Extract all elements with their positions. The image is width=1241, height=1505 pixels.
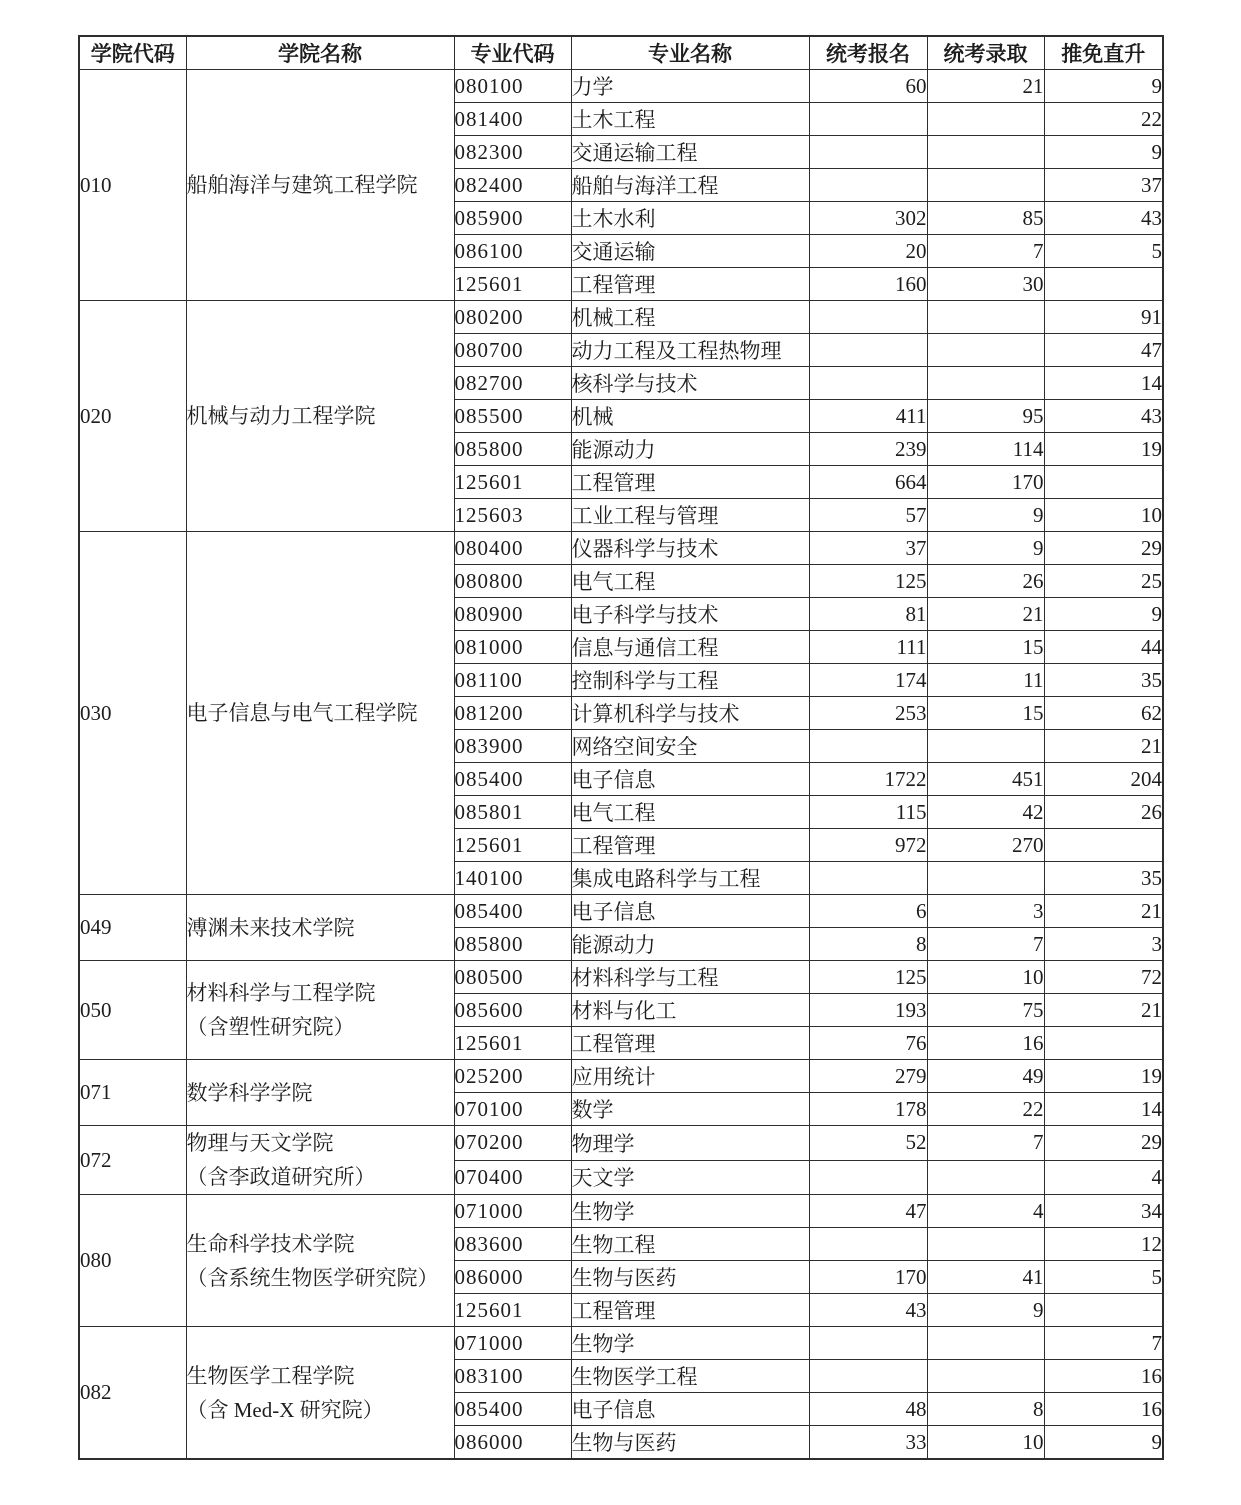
admitted-count-cell: 30 bbox=[927, 268, 1044, 301]
table-row bbox=[79, 961, 1163, 994]
applied-count-cell bbox=[809, 862, 927, 895]
admitted-count-cell: 49 bbox=[927, 1060, 1044, 1093]
major-code-cell: 081200 bbox=[454, 697, 571, 730]
college-name-cell bbox=[186, 895, 454, 961]
admitted-count-cell: 270 bbox=[927, 829, 1044, 862]
admitted-count-cell: 451 bbox=[927, 763, 1044, 796]
applied-count-cell bbox=[809, 730, 927, 763]
major-name-cell: 生物学 bbox=[571, 1327, 809, 1360]
header-applied: 统考报名 bbox=[809, 36, 927, 70]
applied-count-cell bbox=[809, 136, 927, 169]
major-name-cell: 核科学与技术 bbox=[571, 367, 809, 400]
table-row bbox=[79, 895, 1163, 928]
major-code-cell: 080100 bbox=[454, 70, 571, 103]
admitted-count-cell: 75 bbox=[927, 994, 1044, 1027]
table-row bbox=[79, 1060, 1163, 1093]
college-name-line: （含李政道研究所） bbox=[186, 1165, 376, 1189]
major-code-cell: 080800 bbox=[454, 565, 571, 598]
exempt-count-cell: 7 bbox=[1044, 1327, 1163, 1360]
major-name-cell: 电子科学与技术 bbox=[571, 598, 809, 631]
major-code-cell: 071000 bbox=[454, 1195, 571, 1228]
applied-count-cell: 160 bbox=[809, 268, 927, 301]
admitted-count-cell: 26 bbox=[927, 565, 1044, 598]
major-code-cell: 085500 bbox=[454, 400, 571, 433]
exempt-count-cell: 9 bbox=[1044, 1426, 1163, 1460]
college-name-line: 机械与动力工程学院 bbox=[186, 404, 376, 428]
exempt-count-cell bbox=[1044, 829, 1163, 862]
college-code-cell: 020 bbox=[79, 301, 186, 532]
exempt-count-cell: 12 bbox=[1044, 1228, 1163, 1261]
exempt-count-cell: 21 bbox=[1044, 895, 1163, 928]
applied-count-cell bbox=[809, 1327, 927, 1360]
major-name-cell: 工程管理 bbox=[571, 466, 809, 499]
exempt-count-cell: 19 bbox=[1044, 1060, 1163, 1093]
applied-count-cell bbox=[809, 367, 927, 400]
applied-count-cell: 52 bbox=[809, 1126, 927, 1161]
admitted-count-cell bbox=[927, 136, 1044, 169]
major-code-cell: 083600 bbox=[454, 1228, 571, 1261]
applied-count-cell bbox=[809, 301, 927, 334]
applied-count-cell: 664 bbox=[809, 466, 927, 499]
major-name-cell: 生物与医药 bbox=[571, 1261, 809, 1294]
major-name-cell: 物理学 bbox=[571, 1126, 809, 1161]
major-name-cell: 力学 bbox=[571, 70, 809, 103]
exempt-count-cell: 37 bbox=[1044, 169, 1163, 202]
header-major-code: 专业代码 bbox=[454, 36, 571, 70]
major-code-cell: 140100 bbox=[454, 862, 571, 895]
admitted-count-cell: 41 bbox=[927, 1261, 1044, 1294]
college-name-line: （含 Med-X 研究院） bbox=[186, 1397, 384, 1422]
header-admitted: 统考录取 bbox=[927, 36, 1044, 70]
college-name-cell bbox=[186, 1327, 454, 1460]
admitted-count-cell: 3 bbox=[927, 895, 1044, 928]
exempt-count-cell: 44 bbox=[1044, 631, 1163, 664]
major-name-cell: 工业工程与管理 bbox=[571, 499, 809, 532]
exempt-count-cell: 25 bbox=[1044, 565, 1163, 598]
major-name-cell: 船舶与海洋工程 bbox=[571, 169, 809, 202]
applied-count-cell bbox=[809, 103, 927, 136]
admitted-count-cell bbox=[927, 1360, 1044, 1393]
major-code-cell: 080500 bbox=[454, 961, 571, 994]
exempt-count-cell: 35 bbox=[1044, 862, 1163, 895]
college-name-line: 数学科学学院 bbox=[186, 1080, 313, 1105]
college-name-line: 生命科学技术学院 bbox=[186, 1231, 355, 1256]
college-name-line: 生物医学工程学院 bbox=[186, 1363, 355, 1388]
admitted-count-cell: 7 bbox=[927, 235, 1044, 268]
applied-count-cell: 60 bbox=[809, 70, 927, 103]
major-name-cell: 工程管理 bbox=[571, 829, 809, 862]
college-code-cell: 071 bbox=[79, 1060, 186, 1126]
exempt-count-cell: 91 bbox=[1044, 301, 1163, 334]
major-name-cell: 天文学 bbox=[571, 1160, 809, 1195]
applied-count-cell: 302 bbox=[809, 202, 927, 235]
major-code-cell: 080400 bbox=[454, 532, 571, 565]
college-code-cell: 072 bbox=[79, 1126, 186, 1195]
exempt-count-cell: 43 bbox=[1044, 202, 1163, 235]
exempt-count-cell: 29 bbox=[1044, 532, 1163, 565]
applied-count-cell: 170 bbox=[809, 1261, 927, 1294]
major-code-cell: 070400 bbox=[454, 1160, 571, 1195]
exempt-count-cell bbox=[1044, 1027, 1163, 1060]
major-name-cell: 网络空间安全 bbox=[571, 730, 809, 763]
major-name-cell: 应用统计 bbox=[571, 1060, 809, 1093]
admitted-count-cell: 15 bbox=[927, 697, 1044, 730]
major-code-cell: 125601 bbox=[454, 466, 571, 499]
major-name-cell: 电子信息 bbox=[571, 895, 809, 928]
exempt-count-cell: 9 bbox=[1044, 598, 1163, 631]
major-code-cell: 125601 bbox=[454, 1294, 571, 1327]
major-name-cell: 电子信息 bbox=[571, 1393, 809, 1426]
college-name-cell bbox=[186, 1126, 454, 1195]
applied-count-cell: 125 bbox=[809, 961, 927, 994]
major-code-cell: 025200 bbox=[454, 1060, 571, 1093]
applied-count-cell: 76 bbox=[809, 1027, 927, 1060]
major-name-cell: 交通运输工程 bbox=[571, 136, 809, 169]
major-code-cell: 081100 bbox=[454, 664, 571, 697]
table-row bbox=[79, 1195, 1163, 1228]
table-row bbox=[79, 1327, 1163, 1360]
exempt-count-cell: 9 bbox=[1044, 136, 1163, 169]
admitted-count-cell: 9 bbox=[927, 499, 1044, 532]
admitted-count-cell: 10 bbox=[927, 961, 1044, 994]
exempt-count-cell bbox=[1044, 268, 1163, 301]
major-code-cell: 125601 bbox=[454, 268, 571, 301]
applied-count-cell: 253 bbox=[809, 697, 927, 730]
admissions-table bbox=[78, 35, 1164, 1460]
major-name-cell: 能源动力 bbox=[571, 433, 809, 466]
major-code-cell: 083900 bbox=[454, 730, 571, 763]
exempt-count-cell bbox=[1044, 466, 1163, 499]
admitted-count-cell: 11 bbox=[927, 664, 1044, 697]
major-name-cell: 电气工程 bbox=[571, 565, 809, 598]
admitted-count-cell: 21 bbox=[927, 598, 1044, 631]
applied-count-cell: 115 bbox=[809, 796, 927, 829]
admitted-count-cell: 8 bbox=[927, 1393, 1044, 1426]
major-code-cell: 081000 bbox=[454, 631, 571, 664]
major-name-cell: 生物学 bbox=[571, 1195, 809, 1228]
admitted-count-cell bbox=[927, 1228, 1044, 1261]
applied-count-cell: 33 bbox=[809, 1426, 927, 1460]
major-code-cell: 085400 bbox=[454, 895, 571, 928]
college-name-cell bbox=[186, 70, 454, 301]
admitted-count-cell: 10 bbox=[927, 1426, 1044, 1460]
applied-count-cell: 43 bbox=[809, 1294, 927, 1327]
admitted-count-cell: 95 bbox=[927, 400, 1044, 433]
applied-count-cell: 279 bbox=[809, 1060, 927, 1093]
applied-count-cell: 174 bbox=[809, 664, 927, 697]
major-code-cell: 086000 bbox=[454, 1261, 571, 1294]
major-name-cell: 能源动力 bbox=[571, 928, 809, 961]
admitted-count-cell: 4 bbox=[927, 1195, 1044, 1228]
major-name-cell: 计算机科学与技术 bbox=[571, 697, 809, 730]
exempt-count-cell: 34 bbox=[1044, 1195, 1163, 1228]
admitted-count-cell: 114 bbox=[927, 433, 1044, 466]
admitted-count-cell bbox=[927, 367, 1044, 400]
major-name-cell: 材料与化工 bbox=[571, 994, 809, 1027]
major-code-cell: 083100 bbox=[454, 1360, 571, 1393]
applied-count-cell: 8 bbox=[809, 928, 927, 961]
applied-count-cell bbox=[809, 1228, 927, 1261]
major-name-cell: 土木工程 bbox=[571, 103, 809, 136]
major-name-cell: 动力工程及工程热物理 bbox=[571, 334, 809, 367]
major-code-cell: 082700 bbox=[454, 367, 571, 400]
exempt-count-cell: 5 bbox=[1044, 235, 1163, 268]
admitted-count-cell: 85 bbox=[927, 202, 1044, 235]
college-name-cell bbox=[186, 961, 454, 1060]
college-code-cell: 080 bbox=[79, 1195, 186, 1327]
table-body bbox=[79, 70, 1163, 1460]
major-code-cell: 082300 bbox=[454, 136, 571, 169]
college-code-cell: 082 bbox=[79, 1327, 186, 1460]
applied-count-cell: 6 bbox=[809, 895, 927, 928]
college-code-cell: 010 bbox=[79, 70, 186, 301]
major-code-cell: 125601 bbox=[454, 829, 571, 862]
exempt-count-cell: 204 bbox=[1044, 763, 1163, 796]
major-name-cell: 生物与医药 bbox=[571, 1426, 809, 1460]
major-code-cell: 080900 bbox=[454, 598, 571, 631]
table-row bbox=[79, 301, 1163, 334]
admitted-count-cell bbox=[927, 169, 1044, 202]
applied-count-cell: 239 bbox=[809, 433, 927, 466]
exempt-count-cell: 22 bbox=[1044, 103, 1163, 136]
applied-count-cell: 81 bbox=[809, 598, 927, 631]
admitted-count-cell: 7 bbox=[927, 1126, 1044, 1161]
major-code-cell: 081400 bbox=[454, 103, 571, 136]
header-exempt: 推免直升 bbox=[1044, 36, 1163, 70]
applied-count-cell: 48 bbox=[809, 1393, 927, 1426]
major-name-cell: 生物工程 bbox=[571, 1228, 809, 1261]
header-row bbox=[79, 36, 1163, 70]
major-name-cell: 电子信息 bbox=[571, 763, 809, 796]
applied-count-cell: 111 bbox=[809, 631, 927, 664]
major-code-cell: 085800 bbox=[454, 433, 571, 466]
admitted-count-cell: 170 bbox=[927, 466, 1044, 499]
major-code-cell: 086100 bbox=[454, 235, 571, 268]
header-college-code: 学院代码 bbox=[79, 36, 186, 70]
admitted-count-cell: 21 bbox=[927, 70, 1044, 103]
admitted-count-cell bbox=[927, 1160, 1044, 1195]
college-name-line: 材料科学与工程学院 bbox=[186, 981, 376, 1005]
exempt-count-cell: 16 bbox=[1044, 1360, 1163, 1393]
exempt-count-cell: 72 bbox=[1044, 961, 1163, 994]
major-code-cell: 080700 bbox=[454, 334, 571, 367]
major-code-cell: 071000 bbox=[454, 1327, 571, 1360]
admitted-count-cell bbox=[927, 301, 1044, 334]
exempt-count-cell: 9 bbox=[1044, 70, 1163, 103]
exempt-count-cell: 29 bbox=[1044, 1126, 1163, 1161]
admitted-count-cell bbox=[927, 334, 1044, 367]
header-college-name: 学院名称 bbox=[186, 36, 454, 70]
applied-count-cell: 125 bbox=[809, 565, 927, 598]
major-name-cell: 交通运输 bbox=[571, 235, 809, 268]
major-code-cell: 080200 bbox=[454, 301, 571, 334]
college-name-line: 溥渊未来技术学院 bbox=[186, 915, 355, 940]
major-code-cell: 082400 bbox=[454, 169, 571, 202]
exempt-count-cell: 21 bbox=[1044, 730, 1163, 763]
admitted-count-cell: 9 bbox=[927, 1294, 1044, 1327]
header-major-name: 专业名称 bbox=[571, 36, 809, 70]
exempt-count-cell: 21 bbox=[1044, 994, 1163, 1027]
admitted-count-cell: 22 bbox=[927, 1093, 1044, 1126]
applied-count-cell: 411 bbox=[809, 400, 927, 433]
major-code-cell: 085900 bbox=[454, 202, 571, 235]
exempt-count-cell: 14 bbox=[1044, 367, 1163, 400]
college-code-cell: 049 bbox=[79, 895, 186, 961]
major-name-cell: 生物医学工程 bbox=[571, 1360, 809, 1393]
major-name-cell: 工程管理 bbox=[571, 1027, 809, 1060]
major-name-cell: 仪器科学与技术 bbox=[571, 532, 809, 565]
major-code-cell: 125601 bbox=[454, 1027, 571, 1060]
major-code-cell: 085400 bbox=[454, 763, 571, 796]
applied-count-cell bbox=[809, 1160, 927, 1195]
admitted-count-cell bbox=[927, 730, 1044, 763]
table-row bbox=[79, 532, 1163, 565]
applied-count-cell bbox=[809, 334, 927, 367]
major-name-cell: 信息与通信工程 bbox=[571, 631, 809, 664]
college-name-line: 船舶海洋与建筑工程学院 bbox=[186, 173, 418, 197]
major-name-cell: 机械工程 bbox=[571, 301, 809, 334]
admitted-count-cell: 9 bbox=[927, 532, 1044, 565]
major-name-cell: 控制科学与工程 bbox=[571, 664, 809, 697]
exempt-count-cell: 43 bbox=[1044, 400, 1163, 433]
college-code-cell: 050 bbox=[79, 961, 186, 1060]
major-code-cell: 085400 bbox=[454, 1393, 571, 1426]
major-code-cell: 070200 bbox=[454, 1126, 571, 1161]
applied-count-cell: 178 bbox=[809, 1093, 927, 1126]
major-code-cell: 125603 bbox=[454, 499, 571, 532]
exempt-count-cell: 10 bbox=[1044, 499, 1163, 532]
applied-count-cell: 57 bbox=[809, 499, 927, 532]
college-name-line: （含塑性研究院） bbox=[186, 1015, 355, 1039]
exempt-count-cell: 26 bbox=[1044, 796, 1163, 829]
exempt-count-cell: 62 bbox=[1044, 697, 1163, 730]
applied-count-cell bbox=[809, 169, 927, 202]
admitted-count-cell: 42 bbox=[927, 796, 1044, 829]
applied-count-cell: 47 bbox=[809, 1195, 927, 1228]
major-name-cell: 数学 bbox=[571, 1093, 809, 1126]
college-name-line: 电子信息与电气工程学院 bbox=[186, 701, 418, 725]
admitted-count-cell: 15 bbox=[927, 631, 1044, 664]
college-name-cell bbox=[186, 532, 454, 895]
admitted-count-cell bbox=[927, 103, 1044, 136]
major-name-cell: 土木水利 bbox=[571, 202, 809, 235]
exempt-count-cell: 47 bbox=[1044, 334, 1163, 367]
major-code-cell: 085600 bbox=[454, 994, 571, 1027]
exempt-count-cell: 3 bbox=[1044, 928, 1163, 961]
applied-count-cell: 1722 bbox=[809, 763, 927, 796]
table-row bbox=[79, 1126, 1163, 1161]
major-name-cell: 材料科学与工程 bbox=[571, 961, 809, 994]
college-name-line: （含系统生物医学研究院） bbox=[186, 1265, 439, 1290]
applied-count-cell: 20 bbox=[809, 235, 927, 268]
major-name-cell: 工程管理 bbox=[571, 1294, 809, 1327]
exempt-count-cell: 35 bbox=[1044, 664, 1163, 697]
college-name-cell bbox=[186, 301, 454, 532]
applied-count-cell bbox=[809, 1360, 927, 1393]
major-name-cell: 机械 bbox=[571, 400, 809, 433]
exempt-count-cell: 19 bbox=[1044, 433, 1163, 466]
college-code-cell: 030 bbox=[79, 532, 186, 895]
major-name-cell: 集成电路科学与工程 bbox=[571, 862, 809, 895]
exempt-count-cell: 4 bbox=[1044, 1160, 1163, 1195]
admitted-count-cell bbox=[927, 1327, 1044, 1360]
college-name-cell bbox=[186, 1195, 454, 1327]
table-row bbox=[79, 70, 1163, 103]
admitted-count-cell bbox=[927, 862, 1044, 895]
major-code-cell: 085801 bbox=[454, 796, 571, 829]
applied-count-cell: 972 bbox=[809, 829, 927, 862]
major-name-cell: 工程管理 bbox=[571, 268, 809, 301]
exempt-count-cell: 5 bbox=[1044, 1261, 1163, 1294]
admitted-count-cell: 16 bbox=[927, 1027, 1044, 1060]
college-name-cell bbox=[186, 1060, 454, 1126]
admitted-count-cell: 7 bbox=[927, 928, 1044, 961]
major-code-cell: 070100 bbox=[454, 1093, 571, 1126]
college-name-line: 物理与天文学院 bbox=[186, 1131, 334, 1155]
major-code-cell: 086000 bbox=[454, 1426, 571, 1460]
exempt-count-cell: 16 bbox=[1044, 1393, 1163, 1426]
applied-count-cell: 193 bbox=[809, 994, 927, 1027]
exempt-count-cell bbox=[1044, 1294, 1163, 1327]
exempt-count-cell: 14 bbox=[1044, 1093, 1163, 1126]
major-name-cell: 电气工程 bbox=[571, 796, 809, 829]
major-code-cell: 085800 bbox=[454, 928, 571, 961]
applied-count-cell: 37 bbox=[809, 532, 927, 565]
